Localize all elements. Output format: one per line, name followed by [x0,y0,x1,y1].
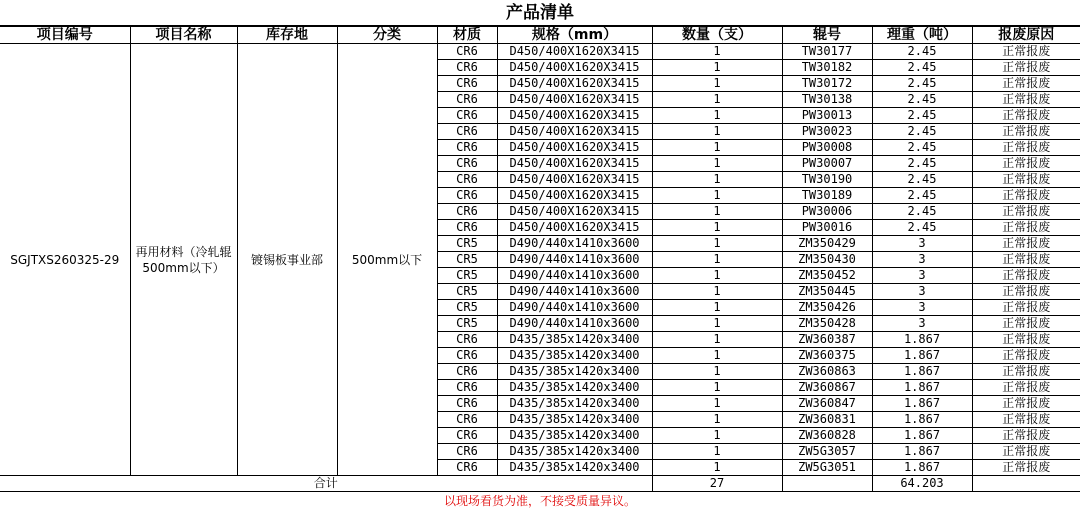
scrap-reason-cell: 正常报废 [972,348,1080,364]
weight-cell: 3 [872,284,972,300]
spec-cell: D490/440x1410x3600 [497,252,652,268]
weight-cell: 3 [872,300,972,316]
header-category: 分类 [337,27,437,44]
material-cell: CR6 [437,172,497,188]
weight-cell: 1.867 [872,460,972,476]
spec-cell: D450/400X1620X3415 [497,124,652,140]
spec-cell: D435/385x1420x3400 [497,412,652,428]
roll-number-cell: ZW360847 [782,396,872,412]
material-cell: CR5 [437,252,497,268]
quantity-cell: 1 [652,300,782,316]
spec-cell: D435/385x1420x3400 [497,460,652,476]
weight-cell: 1.867 [872,396,972,412]
scrap-reason-cell: 正常报废 [972,76,1080,92]
roll-number-cell: TW30177 [782,44,872,60]
weight-cell: 2.45 [872,60,972,76]
total-row [0,476,1080,492]
header-scrap-reason: 报废原因 [972,27,1080,44]
scrap-reason-cell: 正常报废 [972,172,1080,188]
material-cell: CR6 [437,44,497,60]
spec-cell: D435/385x1420x3400 [497,396,652,412]
material-cell: CR6 [437,220,497,236]
material-cell: CR5 [437,316,497,332]
scrap-reason-cell: 正常报废 [972,124,1080,140]
spec-cell: D435/385x1420x3400 [497,364,652,380]
quantity-cell: 1 [652,92,782,108]
quantity-cell: 1 [652,188,782,204]
scrap-reason-cell: 正常报废 [972,428,1080,444]
spec-cell: D435/385x1420x3400 [497,444,652,460]
material-cell: CR6 [437,156,497,172]
project-name-cell: 再用材料（冷轧辊500mm以下） [130,44,237,476]
header-spec: 规格（mm） [497,27,652,44]
quantity-cell: 1 [652,60,782,76]
total-roll-empty [782,476,872,492]
spec-cell: D450/400X1620X3415 [497,204,652,220]
roll-number-cell: TW30172 [782,76,872,92]
weight-cell: 1.867 [872,364,972,380]
roll-number-cell: PW30008 [782,140,872,156]
material-cell: CR6 [437,204,497,220]
material-cell: CR6 [437,108,497,124]
quantity-cell: 1 [652,268,782,284]
material-cell: CR6 [437,60,497,76]
scrap-reason-cell: 正常报废 [972,316,1080,332]
weight-cell: 1.867 [872,444,972,460]
spec-cell: D450/400X1620X3415 [497,172,652,188]
roll-number-cell: ZW360387 [782,332,872,348]
material-cell: CR6 [437,140,497,156]
weight-cell: 2.45 [872,108,972,124]
roll-number-cell: ZW360863 [782,364,872,380]
weight-cell: 2.45 [872,76,972,92]
table-body [0,44,1080,476]
roll-number-cell: TW30190 [782,172,872,188]
material-cell: CR6 [437,76,497,92]
roll-number-cell: TW30138 [782,92,872,108]
quantity-cell: 1 [652,124,782,140]
material-cell: CR6 [437,396,497,412]
quantity-cell: 1 [652,412,782,428]
roll-number-cell: PW30023 [782,124,872,140]
roll-number-cell: TW30182 [782,60,872,76]
roll-number-cell: ZW360867 [782,380,872,396]
weight-cell: 1.867 [872,380,972,396]
spec-cell: D490/440x1410x3600 [497,316,652,332]
scrap-reason-cell: 正常报废 [972,156,1080,172]
disclaimer-note: 以现场看货为准，不接受质量异议。 [443,494,636,508]
roll-number-cell: PW30006 [782,204,872,220]
quantity-cell: 1 [652,140,782,156]
quantity-cell: 1 [652,316,782,332]
material-cell: CR6 [437,332,497,348]
scrap-reason-cell: 正常报废 [972,380,1080,396]
header-location: 库存地 [237,27,337,44]
spec-cell: D490/440x1410x3600 [497,236,652,252]
header-project-number: 项目编号 [0,27,130,44]
spec-cell: D450/400X1620X3415 [497,188,652,204]
quantity-cell: 1 [652,428,782,444]
scrap-reason-cell: 正常报废 [972,236,1080,252]
header-roll-number: 辊号 [782,27,872,44]
roll-number-cell: ZW5G3051 [782,460,872,476]
quantity-cell: 1 [652,444,782,460]
scrap-reason-cell: 正常报废 [972,252,1080,268]
roll-number-cell: PW30007 [782,156,872,172]
weight-cell: 2.45 [872,140,972,156]
spec-cell: D490/440x1410x3600 [497,300,652,316]
scrap-reason-cell: 正常报废 [972,412,1080,428]
roll-number-cell: TW30189 [782,188,872,204]
material-cell: CR6 [437,124,497,140]
scrap-reason-cell: 正常报废 [972,60,1080,76]
location-cell: 镀锡板事业部 [237,44,337,476]
spec-cell: D435/385x1420x3400 [497,348,652,364]
quantity-cell: 1 [652,76,782,92]
category-cell: 500mm以下 [337,44,437,476]
material-cell: CR6 [437,460,497,476]
quantity-cell: 1 [652,156,782,172]
quantity-cell: 1 [652,204,782,220]
roll-number-cell: ZM350445 [782,284,872,300]
weight-cell: 3 [872,268,972,284]
header-material: 材质 [437,27,497,44]
header-weight: 理重（吨） [872,27,972,44]
spec-cell: D450/400X1620X3415 [497,60,652,76]
weight-cell: 2.45 [872,172,972,188]
weight-cell: 2.45 [872,92,972,108]
total-reason-empty [972,476,1080,492]
roll-number-cell: PW30013 [782,108,872,124]
quantity-cell: 1 [652,332,782,348]
header-project-name: 项目名称 [130,27,237,44]
product-table [0,26,1080,510]
sheet-title: 产品清单 [0,0,1080,26]
material-cell: CR5 [437,284,497,300]
spec-cell: D450/400X1620X3415 [497,44,652,60]
roll-number-cell: PW30016 [782,220,872,236]
roll-number-cell: ZM350428 [782,316,872,332]
quantity-cell: 1 [652,284,782,300]
material-cell: CR6 [437,348,497,364]
scrap-reason-cell: 正常报废 [972,332,1080,348]
total-quantity: 27 [652,476,782,492]
material-cell: CR5 [437,236,497,252]
quantity-cell: 1 [652,364,782,380]
spec-cell: D450/400X1620X3415 [497,92,652,108]
scrap-reason-cell: 正常报废 [972,92,1080,108]
roll-number-cell: ZM350426 [782,300,872,316]
material-cell: CR6 [437,380,497,396]
scrap-reason-cell: 正常报废 [972,268,1080,284]
weight-cell: 1.867 [872,332,972,348]
scrap-reason-cell: 正常报废 [972,220,1080,236]
spec-cell: D435/385x1420x3400 [497,428,652,444]
scrap-reason-cell: 正常报废 [972,300,1080,316]
weight-cell: 2.45 [872,44,972,60]
roll-number-cell: ZW360828 [782,428,872,444]
weight-cell: 3 [872,252,972,268]
weight-cell: 1.867 [872,412,972,428]
spec-cell: D435/385x1420x3400 [497,380,652,396]
table-header-row [0,27,1080,44]
spec-cell: D450/400X1620X3415 [497,76,652,92]
total-label: 合计 [0,476,652,492]
roll-number-cell: ZM350430 [782,252,872,268]
spec-cell: D450/400X1620X3415 [497,156,652,172]
roll-number-cell: ZW5G3057 [782,444,872,460]
material-cell: CR6 [437,412,497,428]
scrap-reason-cell: 正常报废 [972,108,1080,124]
weight-cell: 1.867 [872,348,972,364]
quantity-cell: 1 [652,108,782,124]
scrap-reason-cell: 正常报废 [972,364,1080,380]
weight-cell: 2.45 [872,220,972,236]
weight-cell: 3 [872,236,972,252]
scrap-reason-cell: 正常报废 [972,444,1080,460]
roll-number-cell: ZW360831 [782,412,872,428]
weight-cell: 1.867 [872,428,972,444]
quantity-cell: 1 [652,252,782,268]
quantity-cell: 1 [652,236,782,252]
spec-cell: D490/440x1410x3600 [497,284,652,300]
quantity-cell: 1 [652,348,782,364]
roll-number-cell: ZM350429 [782,236,872,252]
scrap-reason-cell: 正常报废 [972,204,1080,220]
scrap-reason-cell: 正常报废 [972,284,1080,300]
spec-cell: D435/385x1420x3400 [497,332,652,348]
weight-cell: 3 [872,316,972,332]
quantity-cell: 1 [652,220,782,236]
quantity-cell: 1 [652,460,782,476]
scrap-reason-cell: 正常报废 [972,188,1080,204]
note-row [0,492,1080,511]
material-cell: CR6 [437,188,497,204]
scrap-reason-cell: 正常报废 [972,396,1080,412]
scrap-reason-cell: 正常报废 [972,140,1080,156]
weight-cell: 2.45 [872,204,972,220]
quantity-cell: 1 [652,380,782,396]
header-quantity: 数量（支） [652,27,782,44]
total-weight: 64.203 [872,476,972,492]
weight-cell: 2.45 [872,188,972,204]
project-number-cell: SGJTXS260325-29 [0,44,130,476]
spec-cell: D450/400X1620X3415 [497,108,652,124]
material-cell: CR5 [437,300,497,316]
spec-cell: D450/400X1620X3415 [497,140,652,156]
weight-cell: 2.45 [872,156,972,172]
scrap-reason-cell: 正常报废 [972,44,1080,60]
material-cell: CR5 [437,268,497,284]
scrap-reason-cell: 正常报废 [972,460,1080,476]
spec-cell: D450/400X1620X3415 [497,220,652,236]
spec-cell: D490/440x1410x3600 [497,268,652,284]
material-cell: CR6 [437,444,497,460]
quantity-cell: 1 [652,396,782,412]
weight-cell: 2.45 [872,124,972,140]
material-cell: CR6 [437,92,497,108]
roll-number-cell: ZW360375 [782,348,872,364]
quantity-cell: 1 [652,172,782,188]
material-cell: CR6 [437,364,497,380]
roll-number-cell: ZM350452 [782,268,872,284]
material-cell: CR6 [437,428,497,444]
table-row [0,44,1080,60]
quantity-cell: 1 [652,44,782,60]
